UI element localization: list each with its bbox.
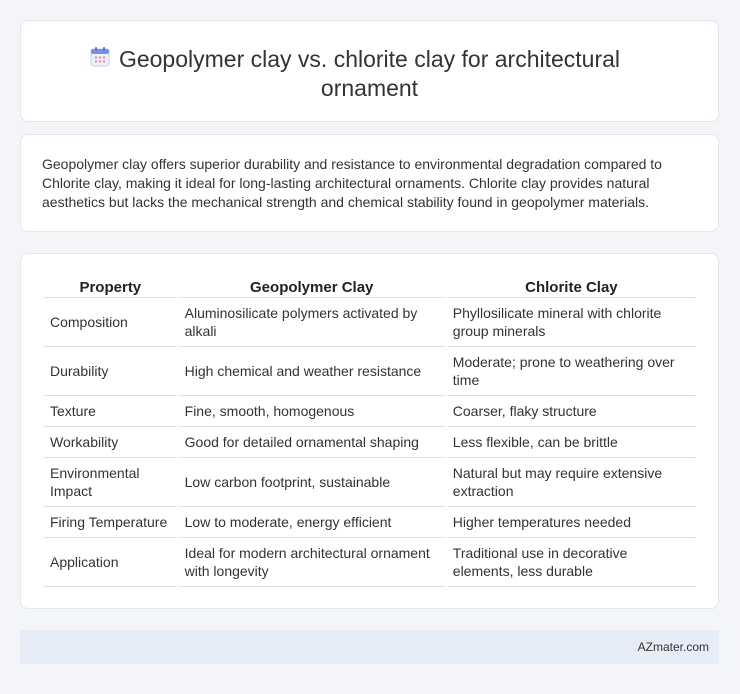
footer-bar (20, 630, 719, 664)
page-title-line1: Geopolymer clay vs. chlorite clay for architectural (118, 46, 621, 72)
cell-geopolymer: High chemical and weather resistance (179, 347, 445, 396)
header-geopolymer-clay: Geopolymer Clay (179, 274, 445, 298)
cell-chlorite: Less flexible, can be brittle (447, 427, 696, 458)
cell-chlorite: Traditional use in decorative elements, less durable (447, 538, 696, 587)
cell-chlorite: Natural but may require extensive extraction (447, 458, 696, 507)
cell-property: Texture (44, 396, 177, 427)
cell-chlorite: Moderate; prone to weathering over time (447, 347, 696, 396)
cell-geopolymer: Fine, smooth, homogenous (179, 396, 445, 427)
table-header-row (44, 274, 696, 298)
footer-brand-link[interactable]: AZmater.com (637, 640, 709, 654)
cell-chlorite: Phyllosilicate mineral with chlorite group minerals (447, 298, 696, 347)
table-row (44, 427, 696, 458)
summary-text: Geopolymer clay offers superior durability and resistance to environmental degradation compared to Chlorite clay, making it ideal for long-lasting architectural ornaments. Chlorite clay provides natural aesthetics but lacks the mechanical strength and chemical stability found in geopolymer materials. (42, 156, 662, 210)
cell-geopolymer: Low to moderate, energy efficient (179, 507, 445, 538)
header-chlorite-clay: Chlorite Clay (447, 274, 696, 298)
page-title-line2: ornament (320, 75, 419, 101)
summary-card (20, 134, 719, 232)
cell-geopolymer: Aluminosilicate polymers activated by alkali (179, 298, 445, 347)
cell-property: Application (44, 538, 177, 587)
cell-chlorite: Higher temperatures needed (447, 507, 696, 538)
cell-geopolymer: Good for detailed ornamental shaping (179, 427, 445, 458)
table-row (44, 396, 696, 427)
table-row (44, 458, 696, 507)
comparison-table (42, 274, 698, 587)
table-row (44, 507, 696, 538)
cell-property: Environmental Impact (44, 458, 177, 507)
table-row (44, 347, 696, 396)
table-row (44, 538, 696, 587)
title-card (20, 20, 719, 122)
cell-property: Durability (44, 347, 177, 396)
table-row (44, 298, 696, 347)
cell-geopolymer: Ideal for modern architectural ornament with longevity (179, 538, 445, 587)
cell-property: Firing Temperature (44, 507, 177, 538)
cell-geopolymer: Low carbon footprint, sustainable (179, 458, 445, 507)
comparison-table-card (20, 253, 719, 609)
cell-property: Workability (44, 427, 177, 458)
cell-property: Composition (44, 298, 177, 347)
page-title (21, 45, 718, 103)
cell-chlorite: Coarser, flaky structure (447, 396, 696, 427)
header-property: Property (44, 274, 177, 298)
